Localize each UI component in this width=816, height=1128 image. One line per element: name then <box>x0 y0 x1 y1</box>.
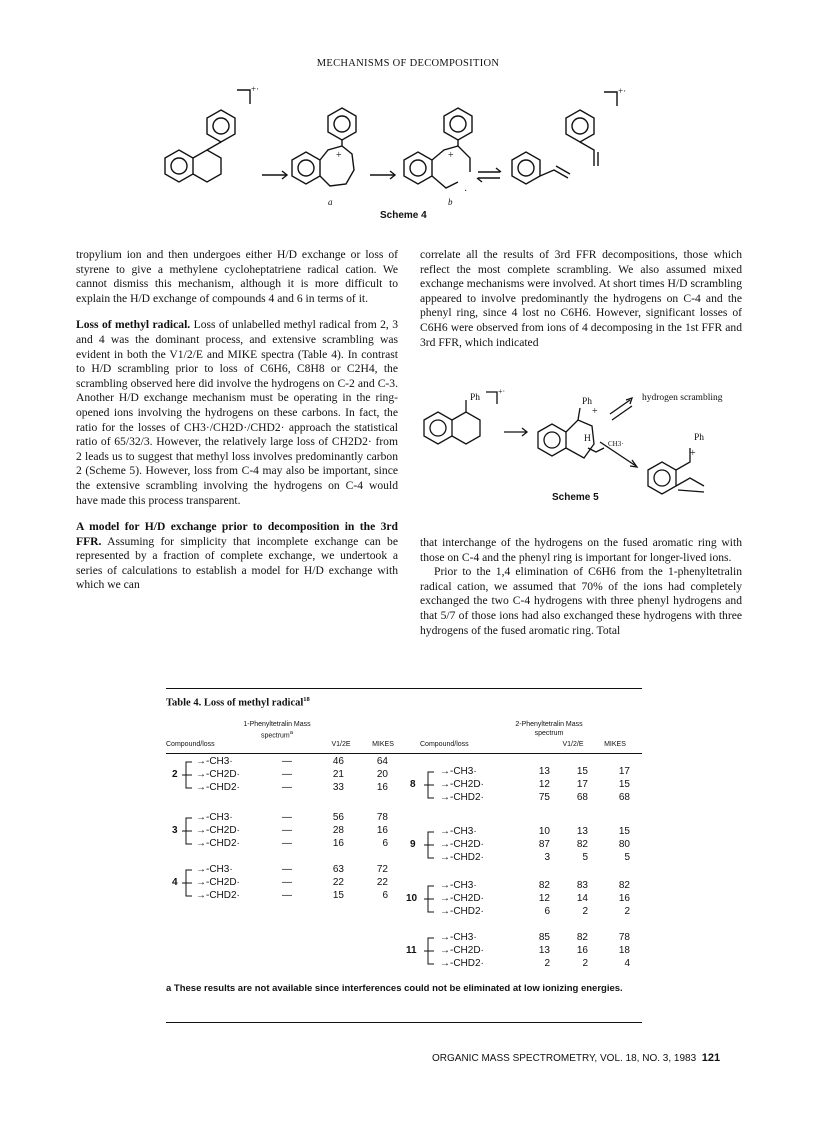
right-mikes-header: MIKES <box>604 741 626 748</box>
paragraph-methyl-body: Loss of unlabelled methyl radical from 2, 3 and 4 was the dominant process, and extensive scrambling was evident in both the V1/2/E and MIKE spectra (Table 4). In contrast to H/D scrambling prior to loss of C6H6, C8H8 or C2H4, the scrambling observed here did involve the hydrogens on C-2 and C-3. Another H/D exchange mechanism must be operating in the ring-opened ions involving the hydrogens on these carbons. In fact, the ratio for the losses of CH3·/CH2D·/CHD2· approach the statistical ratio of 65/32/3. However, the relatively large loss of CH2D2· from 2 leads us to suggest that methyl loss involves predominantly carbon 2 (Scheme 5). However, loss from C-4 may also be important, since the extensive scrambling involving the hydrogens on C-4 would have made this process transparent. <box>76 318 398 507</box>
loss-label: →-CH3· <box>196 812 233 823</box>
branch-bracket <box>182 817 196 847</box>
mikes-value: 78 <box>376 812 388 823</box>
paragraph-model-body: Assuming for simplicity that incomplete exchange can be represented by a fraction of complete exchange, we undertook a series of calculations to establish a model for H/D exchange with which we can <box>76 534 398 592</box>
loss-label: →-CHD2· <box>440 958 484 969</box>
mass-spectrum-value: — <box>282 769 292 780</box>
scheme5-note: hydrogen scrambling <box>642 393 723 403</box>
mikes-value: 68 <box>618 792 630 803</box>
mikes-value: 16 <box>618 893 630 904</box>
v-value: 14 <box>576 893 588 904</box>
v-value: 13 <box>576 826 588 837</box>
loss-label: →-CH2D· <box>196 769 240 780</box>
table-top-rule <box>166 688 642 689</box>
right-mass-header: 2-Phenyltetralin Mass spectrum <box>515 721 583 737</box>
v-value: 16 <box>332 838 344 849</box>
v-value: 2 <box>582 906 588 917</box>
mikes-value: 16 <box>376 825 388 836</box>
mikes-value: 78 <box>618 932 630 943</box>
mikes-value: 5 <box>624 852 630 863</box>
charge-label-2: +· <box>618 86 627 96</box>
svg-text:+: + <box>448 150 454 161</box>
loss-label: →-CH3· <box>196 864 233 875</box>
right-v-header: V1/2/E <box>562 741 584 748</box>
scheme-5-figure <box>0 0 816 560</box>
left-v-header: V1/2E <box>331 741 351 748</box>
scheme5-ch3: CH3· <box>608 440 624 448</box>
mikes-value: 64 <box>376 756 388 767</box>
mass-spectrum-value: 12 <box>538 893 550 904</box>
branch-bracket <box>424 831 438 861</box>
paragraph-interchange: that interchange of the hydrogens on the fused aromatic ring with those on C-4 and the phenyl ring is important for longer-lived ions. <box>420 536 742 564</box>
svg-text:+: + <box>592 406 598 417</box>
table-header-rule <box>166 753 642 754</box>
svg-text:·: · <box>464 186 468 197</box>
mass-spectrum-value: 13 <box>538 766 550 777</box>
left-mass-header-mark: a <box>289 730 294 736</box>
paragraph-tropylium: tropylium ion and then undergoes either H/D exchange or loss of styrene to give a methylene cycloheptatriene radical cation. We cannot dismiss this mechanism, although it is more difficult to explain the H/D exchange of compounds 4 and 6 in terms of it. <box>76 248 398 305</box>
loss-label: →-CHD2· <box>196 838 240 849</box>
svg-text:+: + <box>336 150 342 161</box>
loss-label: →-CH2D· <box>440 893 484 904</box>
loss-label: →-CHD2· <box>440 906 484 917</box>
mass-spectrum-value: — <box>282 838 292 849</box>
v-value: 28 <box>332 825 344 836</box>
v-value: 2 <box>582 958 588 969</box>
branch-bracket <box>424 771 438 801</box>
mikes-value: 17 <box>618 766 630 777</box>
branch-bracket <box>424 937 438 967</box>
mass-spectrum-value: — <box>282 890 292 901</box>
paragraph-elimination: Prior to the 1,4 elimination of C6H6 from the 1-phenyltetralin radical cation, we assumed that 70% of the ions had completely exchanged the two C-4 hydrogens with three phenyl hydrogens and that 5/7 of those ions had also exchanged these hydrogens with three hydrogens of the fused aromatic ring. Total <box>420 565 742 637</box>
v-value: 15 <box>332 890 344 901</box>
paragraph-correlate: correlate all the results of 3rd FFR decompositions, those which reflect the most complete scrambling. We also assumed mixed exchange mechanisms were involved. At short times H/D scrambling appeared to involve predominantly the hydrogens on C-4 and the phenyl ring, since 4 lost no C6H6. However, significant losses of C6H6 were observed from ions of 4 decomposing in the 1st FFR and 3rd FFR, which indicated <box>420 248 742 349</box>
compound-number: 3 <box>172 825 178 836</box>
mass-spectrum-value: 13 <box>538 945 550 956</box>
runin-heading-methyl: Loss of methyl radical. <box>76 318 191 332</box>
compound-number: 10 <box>406 893 418 904</box>
mass-spectrum-value: — <box>282 864 292 875</box>
v-value: 83 <box>576 880 588 891</box>
mass-spectrum-value: 87 <box>538 839 550 850</box>
table-4-title: Table 4. Loss of methyl radical$^{18}$ <box>166 696 310 709</box>
loss-label: →-CH2D· <box>196 825 240 836</box>
loss-label: →-CH3· <box>440 826 477 837</box>
compound-number: 11 <box>406 945 417 956</box>
right-compound-header: Compound/loss <box>420 741 469 748</box>
left-mass-header: 1-Phenyltetralin Mass spectrum$^a$ <box>243 721 311 740</box>
mikes-value: 4 <box>624 958 630 969</box>
left-mikes-header: MIKES <box>372 741 394 748</box>
mikes-value: 15 <box>618 826 630 837</box>
mikes-value: 18 <box>618 945 630 956</box>
mikes-value: 80 <box>618 839 630 850</box>
journal-footer <box>432 1052 720 1064</box>
mass-spectrum-value: 2 <box>544 958 550 969</box>
running-head: MECHANISMS OF DECOMPOSITION <box>316 58 500 69</box>
loss-label: →-CH3· <box>196 756 233 767</box>
loss-label: →-CH2D· <box>440 779 484 790</box>
table-4-title-ref: 18 <box>303 696 310 703</box>
loss-label: →-CH2D· <box>440 945 484 956</box>
mikes-value: 6 <box>382 890 388 901</box>
loss-label: →-CHD2· <box>196 782 240 793</box>
v-value: 82 <box>576 839 588 850</box>
loss-label: →-CH2D· <box>196 877 240 888</box>
mikes-value: 6 <box>382 838 388 849</box>
scheme4-sub-b: b <box>448 197 453 207</box>
charge-label-1: +· <box>251 84 260 94</box>
branch-bracket <box>182 869 196 899</box>
mass-spectrum-value: — <box>282 812 292 823</box>
loss-label: →-CH3· <box>440 766 477 777</box>
scheme5-ph-2: Ph <box>582 397 593 407</box>
mass-spectrum-value: 3 <box>544 852 550 863</box>
mikes-value: 20 <box>376 769 388 780</box>
v-value: 22 <box>332 877 344 888</box>
right-column-bottom <box>420 536 742 638</box>
scheme5-h: H <box>584 434 591 444</box>
mass-spectrum-value: 85 <box>538 932 550 943</box>
journal-citation: ORGANIC MASS SPECTROMETRY, VOL. 18, NO. 3, 1983 <box>432 1053 697 1064</box>
compound-number: 8 <box>410 779 416 790</box>
scheme-5-label: Scheme 5 <box>552 492 599 503</box>
v-value: 17 <box>576 779 588 790</box>
compound-number: 9 <box>410 839 416 850</box>
mass-spectrum-value: — <box>282 756 292 767</box>
v-value: 46 <box>332 756 344 767</box>
v-value: 82 <box>576 932 588 943</box>
branch-bracket <box>182 761 196 791</box>
v-value: 56 <box>332 812 344 823</box>
v-value: 68 <box>576 792 588 803</box>
v-value: 16 <box>576 945 588 956</box>
mikes-value: 72 <box>376 864 388 875</box>
loss-label: →-CH3· <box>440 880 477 891</box>
left-compound-header: Compound/loss <box>166 741 215 748</box>
loss-label: →-CHD2· <box>440 792 484 803</box>
loss-label: →-CHD2· <box>440 852 484 863</box>
v-value: 63 <box>332 864 344 875</box>
mikes-value: 2 <box>624 906 630 917</box>
mass-spectrum-value: — <box>282 782 292 793</box>
svg-text:+: + <box>690 448 696 459</box>
mass-spectrum-value: 10 <box>538 826 550 837</box>
mass-spectrum-value: — <box>282 877 292 888</box>
v-value: 21 <box>332 769 344 780</box>
compound-number: 2 <box>172 769 178 780</box>
runin-heading-model: A model for H/D exchange prior to decomposition in the 3rd FFR. <box>76 520 398 548</box>
compound-number: 4 <box>172 877 178 888</box>
mass-spectrum-value: 12 <box>538 779 550 790</box>
scheme-4-label: Scheme 4 <box>380 210 427 221</box>
mass-spectrum-value: 6 <box>544 906 550 917</box>
branch-bracket <box>424 885 438 915</box>
mikes-value: 15 <box>618 779 630 790</box>
v-value: 15 <box>576 766 588 777</box>
v-value: 5 <box>582 852 588 863</box>
mikes-value: 82 <box>618 880 630 891</box>
loss-label: →-CHD2· <box>196 890 240 901</box>
scheme5-ph-1: Ph <box>470 393 481 403</box>
scheme4-sub-a: a <box>328 197 333 207</box>
loss-label: →-CH2D· <box>440 839 484 850</box>
scheme5-charge: +· <box>498 387 506 396</box>
mass-spectrum-value: — <box>282 825 292 836</box>
mass-spectrum-value: 75 <box>538 792 550 803</box>
mikes-value: 22 <box>376 877 388 888</box>
page-number: 121 <box>701 1052 721 1064</box>
table-footnote: a These results are not available since interferences could not be eliminated at low ionizing energies. <box>166 983 623 994</box>
v-value: 33 <box>332 782 344 793</box>
loss-label: →-CH3· <box>440 932 477 943</box>
table-bottom-rule <box>166 1022 642 1023</box>
scheme5-ph-3: Ph <box>694 433 705 443</box>
mikes-value: 16 <box>376 782 388 793</box>
mass-spectrum-value: 82 <box>538 880 550 891</box>
